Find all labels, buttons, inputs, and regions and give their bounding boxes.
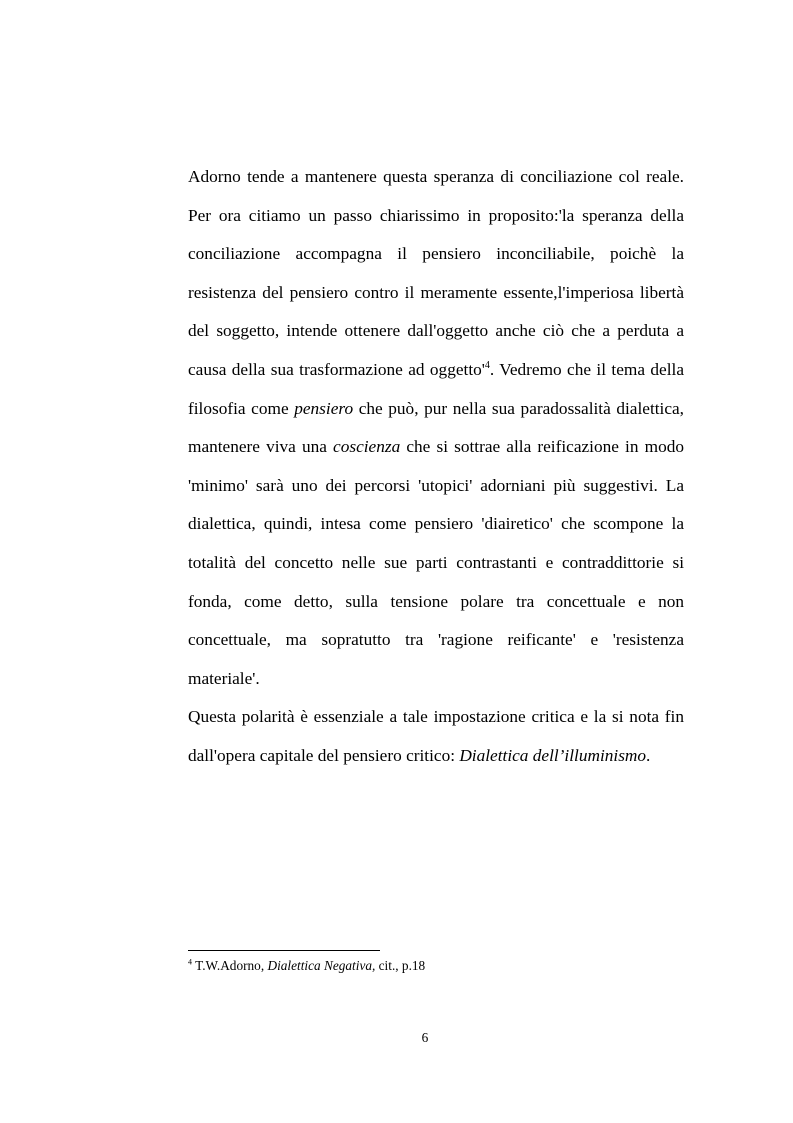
emphasis-book-title: Dialettica dell’illuminismo	[459, 745, 647, 765]
footnote	[188, 957, 684, 974]
paragraph-1-text-c: che può, pur nella sua paradossalità dialettica, mantenere viva una	[188, 398, 685, 457]
body-text	[188, 158, 684, 776]
footnote-title: Dialettica Negativa,	[267, 958, 376, 973]
emphasis-pensiero: pensiero	[294, 398, 354, 418]
paragraph-1	[188, 158, 684, 698]
footnote-reference[interactable]: 4	[484, 360, 490, 372]
footnote-marker: 4	[188, 957, 192, 967]
paragraph-1-text-a: Adorno tende a mantenere questa speranza di conciliazione col reale. Per ora citiamo un passo chiarissimo in proposito:'la speranza della conciliazione accompagna il pensiero inconciliabile, poichè la resistenza del pensiero contro il meramente essente,l'imperiosa libertà del soggetto, intende ottenere dall'oggetto anche ciò che a perduta a causa della sua trasformazione ad oggetto'	[188, 167, 684, 379]
footnote-author: T.W.Adorno,	[192, 958, 268, 973]
paragraph-2-text-b: .	[646, 745, 651, 765]
footnote-citation: cit., p.18	[375, 958, 426, 973]
footnote-divider	[188, 950, 380, 951]
paragraph-1-text-d: che si sottrae alla reificazione in modo 'minimo' sarà uno dei percorsi 'utopici' adorniani più suggestivi. La dialettica, quindi, intesa come pensiero 'diairetico' che scompone la totalità del concetto nelle sue parti contrastanti e contraddittorie si fonda, come detto, sulla tensione polare tra concettuale e non concettuale, ma sopratutto tra 'ragione reificante' e 'resistenza materiale'.	[188, 437, 684, 688]
paragraph-2-text-a: Questa polarità è essenziale a tale impostazione critica e la si nota fin dall'opera capitale del pensiero critico:	[188, 707, 684, 765]
emphasis-coscienza: coscienza	[333, 437, 401, 457]
paragraph-1-text-b: . Vedremo che il tema della filosofia come	[188, 359, 684, 418]
page-number: 6	[421, 1030, 429, 1045]
paragraph-2	[188, 698, 684, 775]
